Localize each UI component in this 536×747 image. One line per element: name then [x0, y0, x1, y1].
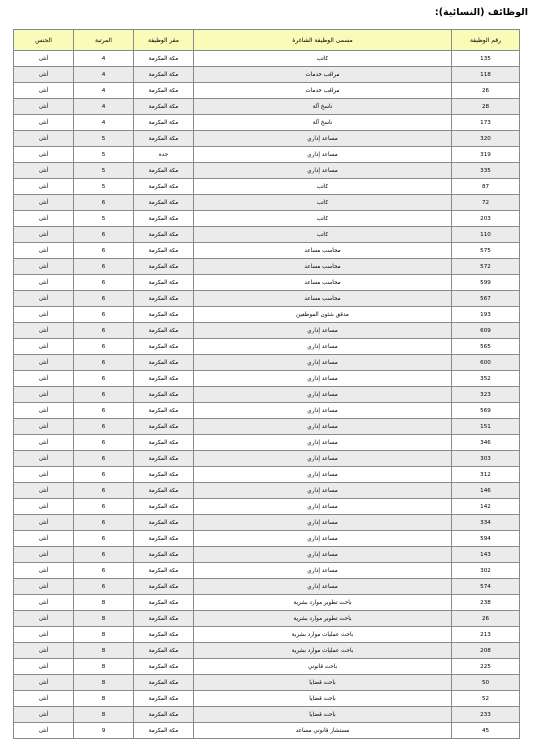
table-row: [14, 579, 520, 595]
cell-job-location: مكة المكرمة: [134, 371, 194, 387]
table-row: [14, 307, 520, 323]
cell-grade: 8: [74, 643, 134, 659]
cell-job-location: مكة المكرمة: [134, 515, 194, 531]
table-row: [14, 83, 520, 99]
cell-job-location: مكة المكرمة: [134, 99, 194, 115]
cell-grade: 6: [74, 419, 134, 435]
cell-job-number: 319: [452, 147, 520, 163]
cell-job-location: مكة المكرمة: [134, 339, 194, 355]
table-row: [14, 611, 520, 627]
table-row: [14, 259, 520, 275]
cell-job-number: 233: [452, 707, 520, 723]
table-header-row: [14, 30, 520, 51]
cell-job-location: مكة المكرمة: [134, 531, 194, 547]
cell-gender: أنثى: [14, 659, 74, 675]
table-row: [14, 675, 520, 691]
cell-grade: 6: [74, 339, 134, 355]
cell-gender: أنثى: [14, 51, 74, 67]
table-row: [14, 595, 520, 611]
table-row: [14, 371, 520, 387]
cell-job-location: مكة المكرمة: [134, 275, 194, 291]
cell-gender: أنثى: [14, 339, 74, 355]
cell-job-location: جدة: [134, 147, 194, 163]
cell-gender: أنثى: [14, 483, 74, 499]
table-row: [14, 51, 520, 67]
table-row: [14, 323, 520, 339]
cell-grade: 6: [74, 323, 134, 339]
cell-job-title: كاتب: [194, 179, 452, 195]
cell-grade: 8: [74, 691, 134, 707]
cell-gender: أنثى: [14, 275, 74, 291]
cell-job-title: مراقب خدمات: [194, 83, 452, 99]
cell-gender: أنثى: [14, 131, 74, 147]
table-row: [14, 355, 520, 371]
cell-grade: 6: [74, 371, 134, 387]
cell-grade: 5: [74, 179, 134, 195]
table-row: [14, 131, 520, 147]
cell-job-title: مساعد إداري: [194, 131, 452, 147]
cell-gender: أنثى: [14, 499, 74, 515]
cell-job-location: مكة المكرمة: [134, 259, 194, 275]
table-row: [14, 499, 520, 515]
header-gender: الجنس: [14, 30, 74, 51]
table-row: [14, 243, 520, 259]
table-row: [14, 659, 520, 675]
cell-gender: أنثى: [14, 723, 74, 739]
cell-job-title: باحث قضايا: [194, 675, 452, 691]
cell-grade: 4: [74, 51, 134, 67]
cell-grade: 8: [74, 675, 134, 691]
cell-job-number: 575: [452, 243, 520, 259]
cell-job-location: مكة المكرمة: [134, 227, 194, 243]
cell-grade: 6: [74, 515, 134, 531]
table-row: [14, 99, 520, 115]
cell-job-number: 599: [452, 275, 520, 291]
table-row: [14, 419, 520, 435]
cell-grade: 6: [74, 275, 134, 291]
table-row: [14, 691, 520, 707]
cell-job-location: مكة المكرمة: [134, 67, 194, 83]
cell-job-location: مكة المكرمة: [134, 323, 194, 339]
cell-job-location: مكة المكرمة: [134, 483, 194, 499]
cell-gender: أنثى: [14, 547, 74, 563]
cell-job-title: ناسخ آلة: [194, 115, 452, 131]
cell-job-location: مكة المكرمة: [134, 547, 194, 563]
table-row: [14, 451, 520, 467]
cell-gender: أنثى: [14, 371, 74, 387]
cell-grade: 6: [74, 451, 134, 467]
cell-job-title: باحث عمليات موارد بشرية: [194, 627, 452, 643]
cell-grade: 6: [74, 467, 134, 483]
cell-job-title: مراقب خدمات: [194, 67, 452, 83]
cell-job-title: مساعد إداري: [194, 451, 452, 467]
cell-job-location: مكة المكرمة: [134, 563, 194, 579]
table-row: [14, 563, 520, 579]
cell-job-title: مساعد إداري: [194, 339, 452, 355]
cell-grade: 6: [74, 291, 134, 307]
cell-gender: أنثى: [14, 147, 74, 163]
cell-job-location: مكة المكرمة: [134, 179, 194, 195]
cell-job-location: مكة المكرمة: [134, 51, 194, 67]
cell-job-title: مساعد إداري: [194, 467, 452, 483]
cell-gender: أنثى: [14, 467, 74, 483]
cell-job-number: 193: [452, 307, 520, 323]
cell-gender: أنثى: [14, 179, 74, 195]
cell-gender: أنثى: [14, 211, 74, 227]
cell-gender: أنثى: [14, 707, 74, 723]
cell-gender: أنثى: [14, 627, 74, 643]
cell-gender: أنثى: [14, 595, 74, 611]
cell-gender: أنثى: [14, 419, 74, 435]
table-row: [14, 387, 520, 403]
cell-job-number: 346: [452, 435, 520, 451]
cell-job-location: مكة المكرمة: [134, 195, 194, 211]
cell-job-number: 26: [452, 83, 520, 99]
table-row: [14, 339, 520, 355]
cell-gender: أنثى: [14, 227, 74, 243]
table-row: [14, 483, 520, 499]
cell-gender: أنثى: [14, 99, 74, 115]
table-row: [14, 67, 520, 83]
cell-job-location: مكة المكرمة: [134, 291, 194, 307]
table-row: [14, 643, 520, 659]
cell-job-number: 110: [452, 227, 520, 243]
cell-job-title: مساعد إداري: [194, 419, 452, 435]
cell-job-location: مكة المكرمة: [134, 115, 194, 131]
table-row: [14, 195, 520, 211]
cell-job-number: 569: [452, 403, 520, 419]
cell-job-location: مكة المكرمة: [134, 211, 194, 227]
cell-job-location: مكة المكرمة: [134, 467, 194, 483]
cell-gender: أنثى: [14, 259, 74, 275]
cell-job-number: 26: [452, 611, 520, 627]
table-row: [14, 723, 520, 739]
cell-job-number: 565: [452, 339, 520, 355]
cell-job-number: 335: [452, 163, 520, 179]
header-grade: المرتبة: [74, 30, 134, 51]
cell-job-number: 173: [452, 115, 520, 131]
cell-job-location: مكة المكرمة: [134, 307, 194, 323]
cell-job-number: 609: [452, 323, 520, 339]
cell-job-number: 87: [452, 179, 520, 195]
cell-job-title: محاسب مساعد: [194, 243, 452, 259]
cell-gender: أنثى: [14, 691, 74, 707]
cell-job-title: باحث تطوير موارد بشرية: [194, 611, 452, 627]
cell-job-location: مكة المكرمة: [134, 691, 194, 707]
cell-gender: أنثى: [14, 643, 74, 659]
cell-grade: 8: [74, 611, 134, 627]
cell-job-number: 143: [452, 547, 520, 563]
cell-job-location: مكة المكرمة: [134, 595, 194, 611]
cell-job-title: مستشار قانوني مساعد: [194, 723, 452, 739]
cell-grade: 6: [74, 403, 134, 419]
cell-job-number: 334: [452, 515, 520, 531]
table-row: [14, 227, 520, 243]
cell-grade: 4: [74, 115, 134, 131]
header-job-number: رقم الوظيفة: [452, 30, 520, 51]
jobs-table: [13, 29, 520, 739]
cell-grade: 8: [74, 595, 134, 611]
cell-job-number: 572: [452, 259, 520, 275]
cell-job-title: مساعد إداري: [194, 323, 452, 339]
cell-job-title: مساعد إداري: [194, 355, 452, 371]
table-row: [14, 515, 520, 531]
cell-job-title: ناسخ آلة: [194, 99, 452, 115]
cell-gender: أنثى: [14, 83, 74, 99]
table-row: [14, 291, 520, 307]
table-row: [14, 147, 520, 163]
cell-job-number: 52: [452, 691, 520, 707]
cell-job-title: مساعد إداري: [194, 387, 452, 403]
cell-job-title: مساعد إداري: [194, 515, 452, 531]
cell-grade: 9: [74, 723, 134, 739]
table-row: [14, 403, 520, 419]
cell-job-location: مكة المكرمة: [134, 355, 194, 371]
cell-job-location: مكة المكرمة: [134, 83, 194, 99]
cell-job-location: مكة المكرمة: [134, 435, 194, 451]
cell-grade: 6: [74, 531, 134, 547]
cell-grade: 6: [74, 499, 134, 515]
table-row: [14, 467, 520, 483]
cell-job-title: مساعد إداري: [194, 147, 452, 163]
cell-job-title: محاسب مساعد: [194, 291, 452, 307]
table-row: [14, 179, 520, 195]
cell-grade: 6: [74, 483, 134, 499]
cell-grade: 6: [74, 243, 134, 259]
cell-gender: أنثى: [14, 323, 74, 339]
cell-gender: أنثى: [14, 611, 74, 627]
cell-job-title: مساعد إداري: [194, 163, 452, 179]
cell-grade: 8: [74, 707, 134, 723]
header-job-title: مسمى الوظيفة الشاغرة: [194, 30, 452, 51]
cell-grade: 6: [74, 355, 134, 371]
cell-job-location: مكة المكرمة: [134, 723, 194, 739]
cell-grade: 6: [74, 227, 134, 243]
cell-grade: 6: [74, 547, 134, 563]
cell-job-number: 146: [452, 483, 520, 499]
cell-gender: أنثى: [14, 243, 74, 259]
cell-job-title: باحث عمليات موارد بشرية: [194, 643, 452, 659]
cell-grade: 6: [74, 563, 134, 579]
cell-job-number: 50: [452, 675, 520, 691]
cell-job-title: باحث تطوير موارد بشرية: [194, 595, 452, 611]
cell-job-title: مساعد إداري: [194, 579, 452, 595]
cell-grade: 5: [74, 147, 134, 163]
cell-job-title: محاسب مساعد: [194, 275, 452, 291]
cell-job-number: 303: [452, 451, 520, 467]
cell-job-title: باحث قضايا: [194, 707, 452, 723]
table-row: [14, 115, 520, 131]
cell-gender: أنثى: [14, 515, 74, 531]
cell-job-title: باحث قانوني: [194, 659, 452, 675]
cell-grade: 5: [74, 211, 134, 227]
cell-job-title: مدقق شئون الموظفين: [194, 307, 452, 323]
cell-job-number: 225: [452, 659, 520, 675]
cell-job-title: مساعد إداري: [194, 563, 452, 579]
table-row: [14, 435, 520, 451]
cell-job-number: 323: [452, 387, 520, 403]
cell-job-number: 302: [452, 563, 520, 579]
cell-job-number: 312: [452, 467, 520, 483]
cell-job-title: كاتب: [194, 195, 452, 211]
cell-job-title: كاتب: [194, 227, 452, 243]
cell-gender: أنثى: [14, 115, 74, 131]
header-job-location: مقر الوظيفة: [134, 30, 194, 51]
cell-job-title: مساعد إداري: [194, 499, 452, 515]
cell-job-location: مكة المكرمة: [134, 499, 194, 515]
cell-job-number: 320: [452, 131, 520, 147]
cell-job-title: مساعد إداري: [194, 531, 452, 547]
cell-job-location: مكة المكرمة: [134, 579, 194, 595]
cell-grade: 6: [74, 435, 134, 451]
cell-gender: أنثى: [14, 355, 74, 371]
cell-grade: 6: [74, 579, 134, 595]
cell-job-number: 594: [452, 531, 520, 547]
table-row: [14, 531, 520, 547]
cell-job-number: 142: [452, 499, 520, 515]
cell-job-title: مساعد إداري: [194, 483, 452, 499]
table-row: [14, 211, 520, 227]
cell-gender: أنثى: [14, 451, 74, 467]
cell-job-location: مكة المكرمة: [134, 163, 194, 179]
cell-gender: أنثى: [14, 163, 74, 179]
cell-job-number: 28: [452, 99, 520, 115]
cell-gender: أنثى: [14, 579, 74, 595]
cell-job-title: مساعد إداري: [194, 403, 452, 419]
cell-job-number: 600: [452, 355, 520, 371]
cell-job-number: 203: [452, 211, 520, 227]
cell-job-number: 72: [452, 195, 520, 211]
cell-job-location: مكة المكرمة: [134, 659, 194, 675]
cell-job-location: مكة المكرمة: [134, 611, 194, 627]
cell-job-location: مكة المكرمة: [134, 419, 194, 435]
section-heading: الوظائف (النسائية):: [434, 7, 528, 18]
cell-grade: 6: [74, 195, 134, 211]
cell-job-number: 45: [452, 723, 520, 739]
cell-grade: 6: [74, 387, 134, 403]
cell-job-title: مساعد إداري: [194, 371, 452, 387]
cell-job-number: 567: [452, 291, 520, 307]
cell-grade: 5: [74, 163, 134, 179]
cell-grade: 6: [74, 259, 134, 275]
cell-gender: أنثى: [14, 195, 74, 211]
cell-gender: أنثى: [14, 387, 74, 403]
cell-job-number: 208: [452, 643, 520, 659]
cell-job-title: كاتب: [194, 211, 452, 227]
cell-job-title: كاتب: [194, 51, 452, 67]
cell-job-location: مكة المكرمة: [134, 707, 194, 723]
cell-grade: 4: [74, 99, 134, 115]
cell-job-number: 135: [452, 51, 520, 67]
cell-gender: أنثى: [14, 291, 74, 307]
cell-job-number: 213: [452, 627, 520, 643]
cell-job-location: مكة المكرمة: [134, 643, 194, 659]
cell-job-number: 238: [452, 595, 520, 611]
cell-job-number: 118: [452, 67, 520, 83]
cell-job-location: مكة المكرمة: [134, 131, 194, 147]
table-row: [14, 275, 520, 291]
cell-job-location: مكة المكرمة: [134, 387, 194, 403]
table-row: [14, 627, 520, 643]
cell-job-title: محاسب مساعد: [194, 259, 452, 275]
cell-gender: أنثى: [14, 403, 74, 419]
table-row: [14, 163, 520, 179]
cell-grade: 8: [74, 627, 134, 643]
table-row: [14, 707, 520, 723]
cell-job-title: مساعد إداري: [194, 547, 452, 563]
cell-job-location: مكة المكرمة: [134, 451, 194, 467]
cell-job-location: مكة المكرمة: [134, 675, 194, 691]
cell-grade: 4: [74, 67, 134, 83]
cell-job-number: 352: [452, 371, 520, 387]
cell-job-number: 574: [452, 579, 520, 595]
cell-gender: أنثى: [14, 675, 74, 691]
cell-gender: أنثى: [14, 531, 74, 547]
cell-job-number: 151: [452, 419, 520, 435]
cell-grade: 6: [74, 307, 134, 323]
cell-gender: أنثى: [14, 67, 74, 83]
cell-grade: 8: [74, 659, 134, 675]
cell-gender: أنثى: [14, 563, 74, 579]
cell-job-location: مكة المكرمة: [134, 403, 194, 419]
cell-gender: أنثى: [14, 435, 74, 451]
cell-gender: أنثى: [14, 307, 74, 323]
cell-grade: 4: [74, 83, 134, 99]
cell-job-location: مكة المكرمة: [134, 243, 194, 259]
cell-job-location: مكة المكرمة: [134, 627, 194, 643]
table-row: [14, 547, 520, 563]
cell-job-title: باحث قضايا: [194, 691, 452, 707]
cell-grade: 5: [74, 131, 134, 147]
cell-job-title: مساعد إداري: [194, 435, 452, 451]
